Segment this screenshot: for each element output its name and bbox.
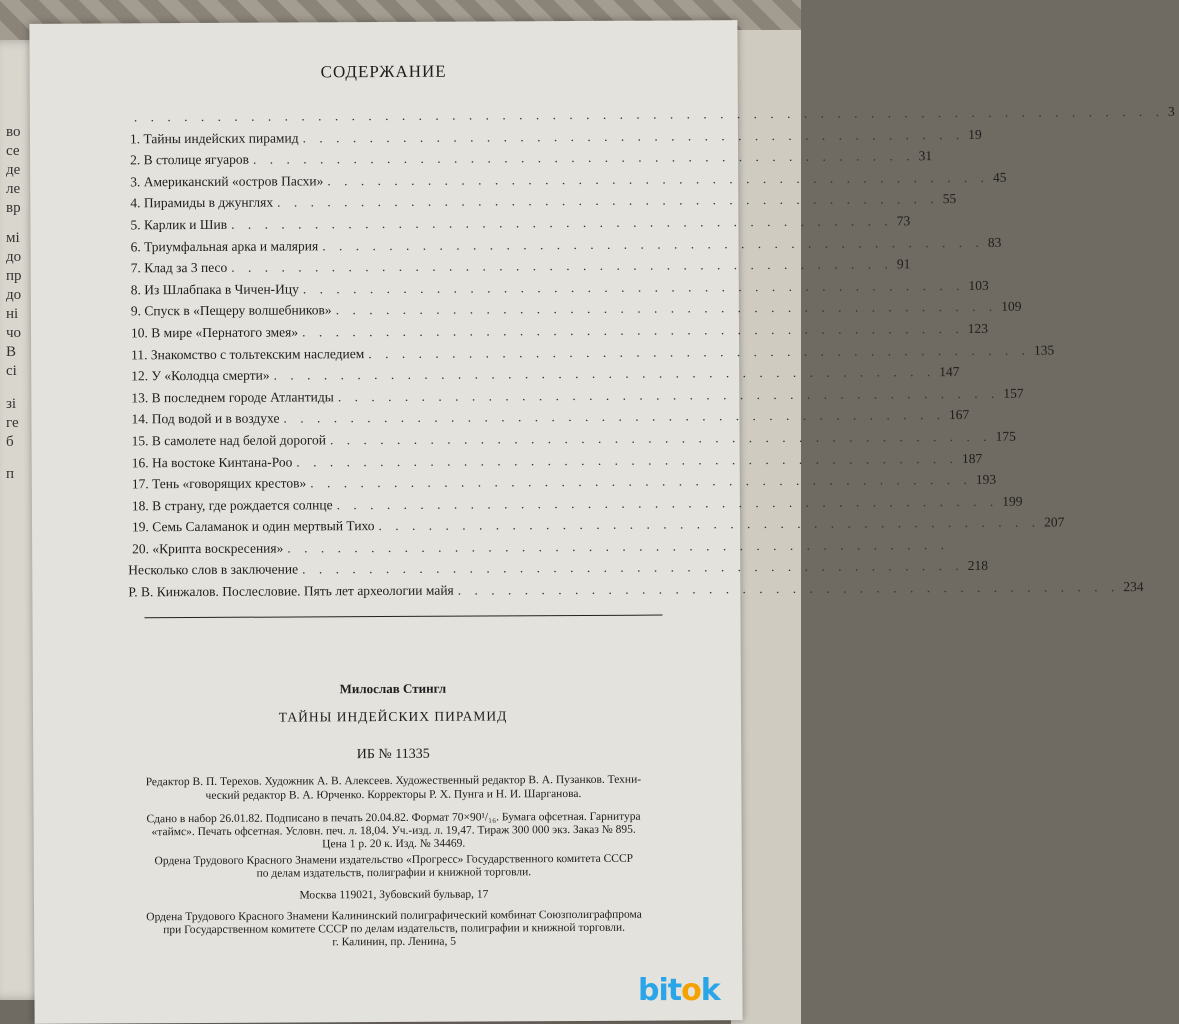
entry-label: Тень «говорящих крестов» bbox=[152, 475, 307, 492]
leader-dots: . . . . . . . . . . . . . . . . . . . . . . . . . . . . . . . . . . . . . . . . bbox=[277, 191, 939, 210]
publisher-line: по делам издательств, полиграфии и книжной торговли. bbox=[256, 866, 532, 880]
toc-entry bbox=[130, 103, 1175, 131]
leader-dots: . . . . . . . . . . . . . . . . . . . . . . . . . . . . . . . . . . . . . . . . bbox=[322, 234, 984, 253]
entry-number: 18. bbox=[131, 497, 149, 514]
text-fragment: до bbox=[6, 249, 22, 265]
toc-entry bbox=[130, 191, 957, 218]
entry-number: 4. bbox=[130, 195, 141, 211]
entry-page: 45 bbox=[992, 169, 1007, 185]
toc-entry bbox=[130, 320, 988, 347]
entry-number: 17. bbox=[131, 476, 149, 492]
watermark-text: k bbox=[700, 973, 720, 1008]
leader-dots: . . . . . . . . . . . . . . . . . . . . . . . . . . . . . . . . . . . . . . . . bbox=[336, 493, 999, 512]
publisher-line: Ордена Трудового Красного Знамени издательство «Прогресс» Государственного комитета СССР bbox=[154, 852, 634, 868]
leader-dots: . . . . . . . . . . . . . . . . . . . . . . . . . . . . . . . . . . . . . . . . bbox=[302, 126, 965, 146]
text-fragment: сі bbox=[6, 363, 17, 379]
leader-dots: . . . . . . . . . . . . . . . . . . . . . . . . . . . . . . . . . . . . . . . . bbox=[231, 256, 893, 275]
watermark-text: bit bbox=[638, 973, 682, 1008]
entry-label: Знакомство с тольтекским наследием bbox=[150, 345, 365, 362]
entry-label: В столице ягуаров bbox=[143, 151, 250, 168]
entry-page: 109 bbox=[1001, 299, 1022, 315]
text-fragment: б bbox=[6, 434, 14, 450]
toc-entry bbox=[130, 213, 911, 239]
leader-dots: . . . . . . . . . . . . . . . . . . . . . . . . . . . . . . . . . . . . . . . . bbox=[287, 536, 949, 556]
text-fragment: мі bbox=[6, 230, 20, 246]
entry-page: 234 bbox=[1123, 579, 1144, 595]
entry-number: 13. bbox=[131, 389, 149, 406]
table-of-contents bbox=[128, 103, 1175, 606]
toc-entry bbox=[130, 299, 1022, 326]
watermark-accent: o bbox=[681, 973, 701, 1008]
entry-number: 12. bbox=[131, 368, 149, 384]
text-fragment: вр bbox=[6, 200, 21, 216]
entry-label: Американский «остров Пасхи» bbox=[143, 173, 324, 190]
leader-dots: . . . . . . . . . . . . . . . . . . . . . . . . . . . . . . . . . . . . . . . . bbox=[283, 407, 946, 426]
toc-entry bbox=[131, 385, 1024, 412]
leader-dots: . . . . . . . . . . . . . . . . . . . . . . . . . . . . . . . . . . . . . . . . bbox=[329, 428, 992, 448]
toc-entry bbox=[131, 514, 1065, 542]
entry-page: 55 bbox=[942, 191, 957, 207]
leader-dots: . . . . . . . . . . . . . . . . . . . . . . . . . . . . . . . . . . . . . . . . bbox=[302, 277, 965, 297]
leader-dots: . . . . . . . . . . . . . . . . . . . . . . . . . . . . . . . . . . . . . . . . bbox=[457, 579, 1120, 598]
divider-line bbox=[144, 615, 662, 619]
entry-label: Семь Саламанок и один мертвый Тихо bbox=[152, 518, 375, 535]
site-watermark-logo bbox=[638, 973, 720, 1008]
leader-dots: . . . . . . . . . . . . . . . . . . . . . . . . . . . . . . . . . . . . . . . . bbox=[335, 299, 998, 318]
entry-label: Под водой и в воздухе bbox=[151, 410, 280, 427]
leader-dots: . . . . . . . . . . . . . . . . . . . . . . . . . . . . . . . . . . . . . . . . bbox=[327, 169, 990, 189]
toc-entry bbox=[131, 407, 970, 434]
entry-number: 15. bbox=[131, 433, 149, 449]
printer-line: Ордена Трудового Красного Знамени Калининский полиграфический комбинат Союзполиграфпрома bbox=[146, 908, 642, 924]
entry-label: Клад за 3 песо bbox=[144, 259, 228, 276]
text-fragment: пр bbox=[6, 268, 22, 284]
print-line: Сдано в набор 26.01.82. Подписано в печать 20.04.82. Формат 70×90¹/₁₆. Бумага офсетная. Гарнитура bbox=[146, 810, 641, 826]
publisher-address: Москва 119021, Зубовский бульвар, 17 bbox=[299, 888, 489, 902]
entry-page: 187 bbox=[961, 450, 983, 466]
editors-line: Редактор В. П. Терехов. Художник А. В. Алексеев. Художественный редактор В. А. Пузанков. Техни- bbox=[145, 773, 642, 789]
toc-entry bbox=[131, 364, 960, 391]
entry-number: 2. bbox=[130, 152, 141, 168]
leader-dots: . . . . . . . . . . . . . . . . . . . . . . . . . . . . . . . . . . . . . . . . bbox=[302, 320, 964, 340]
entry-number: 19. bbox=[131, 519, 149, 535]
leader-dots: . . . . . . . . . . . . . . . . . . . . . . . . . . . . . . . . . . . . . . . . bbox=[231, 213, 893, 232]
leader-dots: . . . . . . . . . . . . . . . . . . . . . . . . . . . . . . . . . . . . . . . . bbox=[296, 450, 959, 469]
toc-entry bbox=[131, 450, 983, 477]
text-fragment: ге bbox=[6, 415, 19, 431]
text-fragment: зі bbox=[6, 396, 17, 412]
toc-title: СОДЕРЖАНИЕ bbox=[320, 61, 447, 82]
ib-number: ИБ № 11335 bbox=[356, 746, 430, 763]
publisher-info bbox=[94, 852, 694, 881]
leader-dots: . . . . . . . . . . . . . . . . . . . . . . . . . . . . . . . . . . . . . . . . bbox=[378, 514, 1041, 534]
toc-entry bbox=[130, 256, 911, 283]
text-fragment: во bbox=[6, 124, 21, 140]
entry-page: 193 bbox=[975, 471, 997, 488]
editors-credits bbox=[93, 772, 693, 803]
entry-page: 83 bbox=[987, 234, 1002, 250]
printer-line: г. Калинин, пр. Ленина, 5 bbox=[332, 935, 456, 949]
entry-label: Спуск в «Пещеру волшебников» bbox=[144, 302, 332, 319]
editors-line: ческий редактор В. А. Юрченко. Корректоры Р. Х. Пунга и Н. И. Шарганова. bbox=[205, 787, 582, 802]
leader-dots: . . . . . . . . . . . . . . . . . . . . . . . . . . . . . . . . . . . . . . . . bbox=[337, 385, 1000, 404]
print-line: «таймс». Печать офсетная. Условн. печ. л. 18,04. Уч.-изд. л. 19,47. Тираж 300 000 экз. Заказ № 895. bbox=[151, 823, 636, 839]
entry-label: В страну, где рождается солнце bbox=[152, 496, 333, 513]
entry-label: Р. В. Кинжалов. Послесловие. Пять лет археологии майя bbox=[128, 582, 454, 600]
leader-dots: . . . . . . . . . . . . . . . . . . . . . . . . . . . . . . . . . . . . . . . . bbox=[273, 364, 936, 383]
entry-page: 199 bbox=[1002, 493, 1023, 509]
toc-entry bbox=[131, 428, 1016, 455]
entry-number: 16. bbox=[131, 454, 149, 470]
text-fragment: п bbox=[6, 466, 15, 482]
entry-number: 9. bbox=[130, 303, 142, 319]
entry-page: 135 bbox=[1033, 342, 1055, 358]
toc-entry bbox=[128, 579, 1144, 606]
entry-number: 5. bbox=[130, 217, 141, 233]
text-fragment: ні bbox=[6, 306, 19, 322]
entry-page: 218 bbox=[967, 558, 988, 574]
entry-page: 123 bbox=[967, 320, 988, 336]
entry-number: 11. bbox=[131, 346, 148, 362]
toc-entry bbox=[131, 471, 997, 498]
leader-dots: . . . . . . . . . . . . . . . . . . . . . . . . . . . . . . . . . . . . . . . . bbox=[368, 342, 1030, 361]
entry-page: 147 bbox=[939, 364, 960, 380]
entry-page: 157 bbox=[1003, 385, 1024, 401]
leader-dots: . . . . . . . . . . . . . . . . . . . . . . . . . . . . . . . . . . . . . . . . bbox=[302, 558, 964, 577]
entry-number: 6. bbox=[130, 238, 141, 254]
print-line: Цена 1 р. 20 к. Изд. № 34469. bbox=[322, 837, 466, 851]
toc-entry bbox=[131, 493, 1023, 520]
book-title: ТАЙНЫ ИНДЕЙСКИХ ПИРАМИД bbox=[278, 708, 508, 725]
entry-page: 19 bbox=[968, 126, 982, 142]
printer-info bbox=[94, 908, 694, 950]
entry-label: «Крипта воскресения» bbox=[152, 540, 284, 557]
entry-number: 10. bbox=[130, 325, 148, 341]
entry-page: 91 bbox=[896, 256, 911, 272]
entry-label: Триумфальная арка и малярия bbox=[144, 237, 319, 254]
entry-label: У «Колодца смерти» bbox=[151, 367, 270, 384]
entry-label: Несколько слов в заключение bbox=[128, 561, 299, 578]
entry-number: 7. bbox=[130, 260, 141, 276]
entry-page: 31 bbox=[918, 148, 933, 164]
text-fragment: до bbox=[6, 287, 22, 303]
entry-page: 103 bbox=[968, 277, 989, 293]
book-page bbox=[29, 20, 1175, 1024]
entry-label: Тайны индейских пирамид bbox=[143, 130, 299, 146]
text-fragment: В bbox=[6, 344, 17, 360]
toc-entry bbox=[132, 536, 949, 563]
toc-entry bbox=[130, 234, 1002, 261]
entry-label: Карлик и Шив bbox=[143, 216, 228, 233]
toc-entry bbox=[130, 169, 1007, 196]
toc-entry bbox=[130, 148, 933, 175]
text-fragment: де bbox=[6, 162, 21, 178]
entry-label: Из Шлабпака в Чичен-Ицу bbox=[144, 281, 299, 298]
entry-number: 20. bbox=[132, 541, 150, 557]
author-name: Милослав Стингл bbox=[339, 680, 447, 697]
entry-label: В самолете над белой дорогой bbox=[151, 432, 327, 449]
entry-page: 167 bbox=[949, 407, 970, 423]
entry-number: 8. bbox=[130, 282, 141, 298]
entry-page: 73 bbox=[896, 213, 911, 229]
leader-dots: . . . . . . . . . . . . . . . . . . . . . . . . . . . . . . . . . . . . . . . . bbox=[252, 148, 915, 167]
leader-dots: . . . . . . . . . . . . . . . . . . . . . . . . . . . . . . . . . . . . . . . . . . . . . . . . . . . . . . . . . . . . . . bbox=[133, 103, 1165, 125]
entry-label: На востоке Кинтана-Роо bbox=[151, 453, 293, 470]
toc-entry bbox=[129, 126, 982, 153]
entry-page: 175 bbox=[995, 428, 1016, 444]
toc-entry bbox=[131, 342, 1055, 369]
entry-label: В последнем городе Атлантиды bbox=[151, 388, 334, 405]
entry-number: 1. bbox=[129, 130, 141, 146]
leader-dots: . . . . . . . . . . . . . . . . . . . . . . . . . . . . . . . . . . . . . . . . bbox=[310, 472, 972, 491]
entry-page: 3 bbox=[1167, 103, 1175, 119]
text-fragment: чо bbox=[6, 325, 22, 341]
entry-page: 207 bbox=[1044, 514, 1065, 530]
text-fragment: ле bbox=[6, 181, 21, 197]
printer-line: при Государственном комитете СССР по делам издательств, полиграфии и книжной торговли. bbox=[163, 921, 626, 937]
entry-label: В мире «Пернатого змея» bbox=[151, 324, 299, 341]
text-fragment: се bbox=[6, 143, 20, 159]
entry-number: 14. bbox=[131, 411, 149, 427]
print-details bbox=[94, 810, 694, 852]
toc-entry bbox=[128, 558, 988, 585]
toc-entry bbox=[130, 277, 989, 304]
entry-number: 3. bbox=[130, 174, 141, 190]
entry-label: Пирамиды в джунглях bbox=[143, 194, 274, 211]
